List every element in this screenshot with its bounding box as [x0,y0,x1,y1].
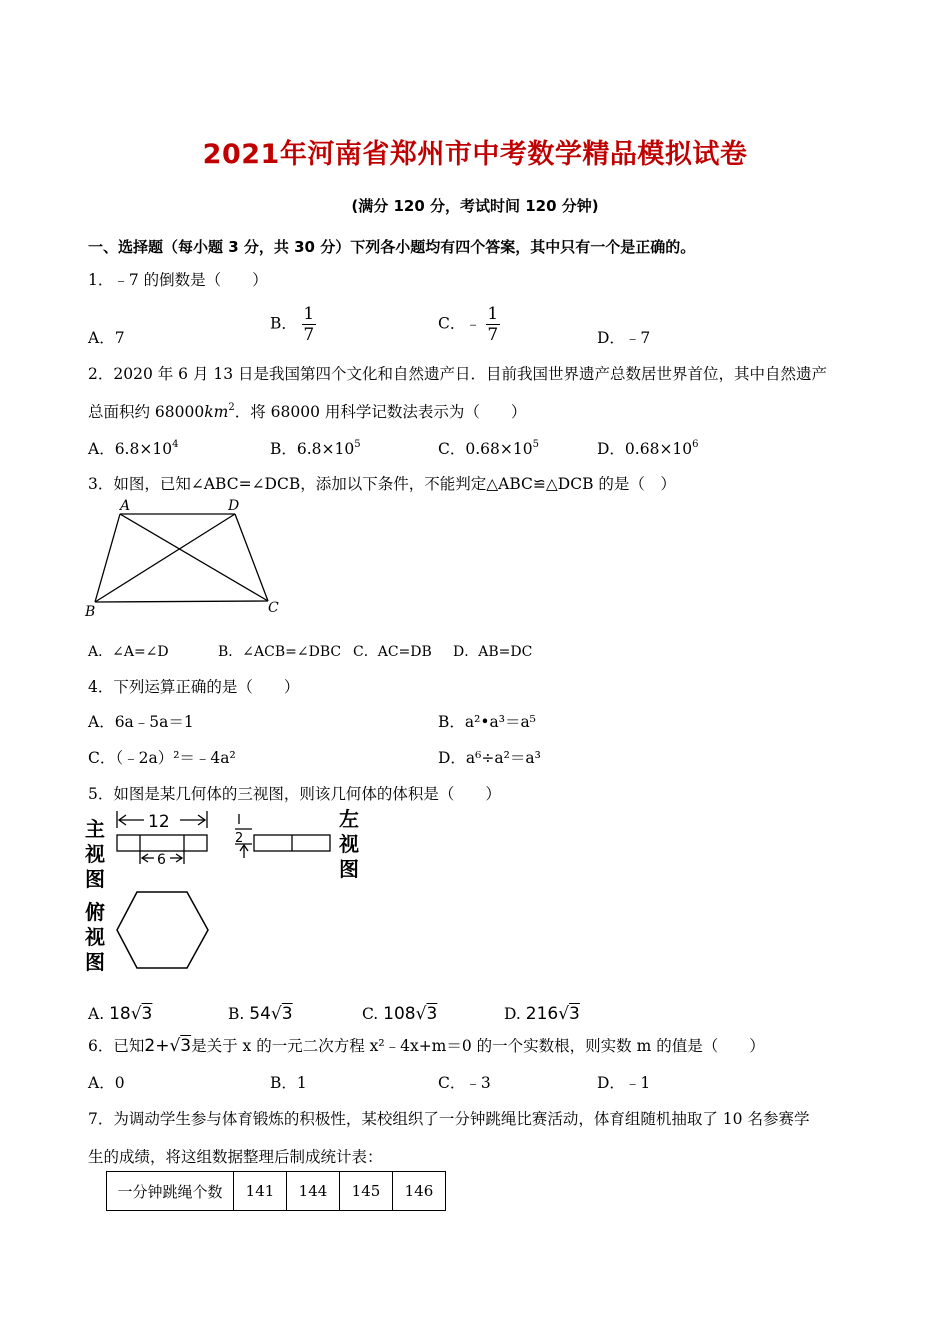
page-title: 2021年河南省郑州市中考数学精品模拟试卷 [202,139,748,170]
q3-option-d: D．AB=DC [453,644,533,660]
label-b: B [85,604,96,620]
section-heading: 一、选择题（每小题 3 分，共 30 分）下列各小题均有四个答案，其中只有一个是正确的。 [88,238,696,256]
exam-info: (满分 120 分，考试时间 120 分钟) [351,197,599,215]
radical-expression: 216√3 [525,1004,580,1024]
table-header-cell: 一分钟跳绳个数 [107,1172,234,1211]
radical-expression: 18√3 [109,1004,153,1024]
q4-option-a: A．6a﹣5a＝1 [88,713,194,731]
radical-expression: 108√3 [383,1004,438,1024]
q7-stem-line1: 7．为调动学生参与体育锻炼的积极性，某校组织了一分钟跳绳比赛活动，体育组随机抽取了 10 名参赛学 [88,1110,810,1128]
q2-stem-line1: 2．2020 年 6 月 13 日是我国第四个文化和自然遗产日．目前我国世界遗产总数居世界首位，其中自然遗产 [88,365,828,383]
fraction: $\frac{1}{7}$ [487,304,499,345]
q2-option-b: B．$6.8\times 10^5$ [270,439,361,458]
q1-option-c: C．﹣ $\frac{1}{7}$ [438,304,499,345]
q3-option-b: B．∠ACB=∠DBC [218,644,342,660]
q3-option-a: A．∠A=∠D [88,644,169,660]
q5-stem: 5．如图是某几何体的三视图，则该几何体的体积是（ ） [88,785,501,803]
top-view-label: 俯 视 图 [85,900,105,974]
table-row [107,1172,446,1211]
q1-option-d: D．﹣7 [597,329,651,347]
q1-stem: 1．﹣7 的倒数是（ ） [88,271,268,289]
q6-option-d: D．﹣1 [597,1074,651,1092]
radical-expression: 2+√3 [144,1036,192,1056]
left-view-figure [232,808,337,864]
q4-option-c: C．（﹣2a）²＝﹣4a² [88,749,236,767]
q5-option-a: A. 18√3 [88,1004,153,1024]
top-view-hexagon [113,888,213,972]
table-cell: 144 [287,1172,340,1211]
q2-option-d: D．$0.68\times 10^6$ [597,439,699,458]
q1-option-a: A．7 [88,329,125,347]
q3-triangle-figure [80,494,290,622]
radical-expression: 54√3 [249,1004,293,1024]
dimension-12: 12 [148,812,170,832]
left-view-label: 左 视 图 [339,807,359,881]
q6-stem: 6．已知2+√3是关于 x 的一元二次方程 x²﹣4x+m＝0 的一个实数根，则实数 m 的值是（ ） [88,1036,765,1056]
q4-stem: 4．下列运算正确的是（ ） [88,678,300,696]
q4-option-d: D．a⁶÷a²＝a³ [438,749,541,767]
q6-option-a: A．0 [88,1074,125,1092]
q2-option-c: C．$0.68\times 10^5$ [438,439,539,458]
jump-rope-table [106,1171,446,1211]
label-c: C [268,600,279,616]
dimension-2: 2 [235,831,244,846]
dimension-6: 6 [157,852,166,868]
q5-option-c: C. 108√3 [362,1004,438,1024]
q6-option-b: B．1 [270,1074,307,1092]
fraction: $\frac{1}{7}$ [303,304,315,345]
q6-option-c: C．﹣3 [438,1074,491,1092]
main-view-figure [110,808,220,870]
table-cell: 146 [393,1172,446,1211]
q2-stem-line2: 总面积约 $68000km^2$．将 68000 用科学记数法表示为（ ） [88,402,527,421]
q2-option-a: A．$6.8\times 10^4$ [88,439,179,458]
q1-option-b: B． $\frac{1}{7}$ [270,304,315,345]
q5-option-d: D. 216√3 [504,1004,580,1024]
q3-stem: 3．如图，已知∠ABC=∠DCB，添加以下条件，不能判定△ABC≌△DCB 的是（ ） [88,475,676,493]
q4-option-b: B．a²•a³＝a⁵ [438,713,536,731]
table-cell: 145 [340,1172,393,1211]
main-view-label: 主 视 图 [85,817,105,891]
table-cell: 141 [234,1172,287,1211]
q5-option-b: B. 54√3 [228,1004,293,1024]
q3-option-c: C．AC=DB [353,644,432,660]
q7-stem-line2: 生的成绩，将这组数据整理后制成统计表： [88,1148,383,1166]
label-a: A [120,498,131,514]
label-d: D [228,498,240,514]
